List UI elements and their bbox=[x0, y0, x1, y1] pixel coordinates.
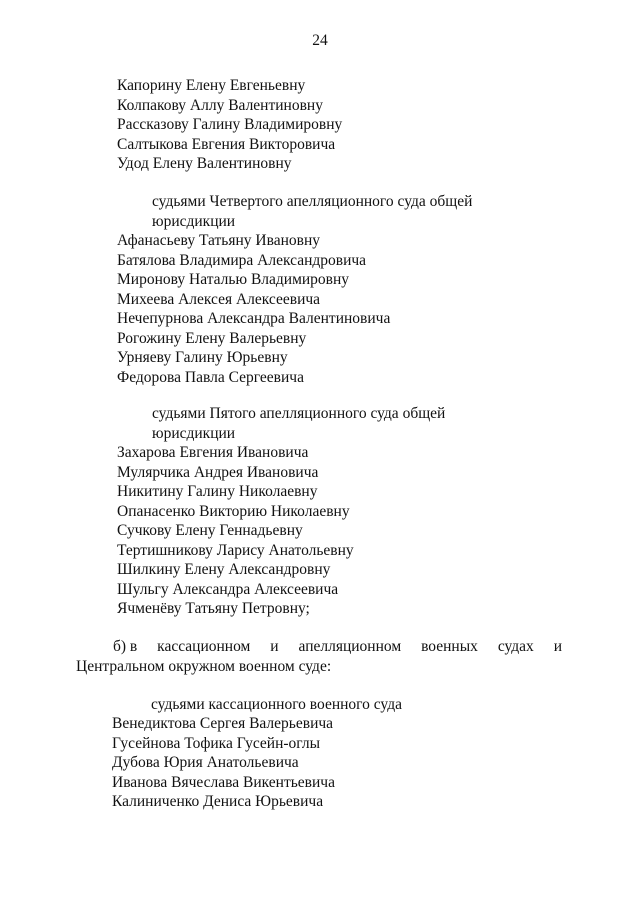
judge-name: Венедиктова Сергея Валерьевича bbox=[112, 715, 334, 732]
names-list-court-5 bbox=[117, 443, 354, 619]
judge-name: Миронову Наталью Владимировну bbox=[117, 271, 350, 288]
judge-name: Нечепурнова Александра Валентиновича bbox=[117, 310, 391, 327]
judge-name: Никитину Галину Николаевну bbox=[117, 483, 318, 500]
section-b-word: и bbox=[270, 638, 279, 655]
judge-name: Шульгу Александра Алексеевича bbox=[117, 580, 339, 598]
section-b-word: судах bbox=[497, 638, 534, 655]
military-cassation-heading bbox=[151, 695, 402, 715]
section-b-word: апелляционном bbox=[298, 638, 402, 655]
judge-name: Урняеву Галину Юрьевну bbox=[117, 349, 288, 366]
judge-name: Ячменёву Татьяну Петровну; bbox=[117, 600, 310, 617]
judge-name: Федорова Павла Сергеевича bbox=[117, 368, 304, 386]
judge-name: Дубова Юрия Анатольевича bbox=[112, 754, 299, 771]
judge-name: Удод Елену Валентиновну bbox=[117, 155, 292, 172]
judge-name: Афанасьеву Татьяну Ивановну bbox=[117, 232, 320, 249]
judge-name: Шилкину Елену Александровну bbox=[117, 561, 331, 578]
judge-name: Иванова Вячеслава Викентьевича bbox=[112, 773, 335, 791]
judge-name: Захарова Евгения Ивановича bbox=[117, 444, 309, 461]
court-4-heading bbox=[152, 192, 472, 231]
section-b-line-2: Центральном окружном военном суде: bbox=[76, 657, 332, 675]
page-number: 24 bbox=[312, 32, 328, 49]
court-heading-line: юрисдикции bbox=[152, 212, 236, 230]
names-list-court-4 bbox=[117, 231, 390, 387]
judge-name: Рассказову Галину Владимировну bbox=[117, 116, 343, 133]
judge-name: Михеева Алексея Алексеевича bbox=[117, 290, 321, 308]
court-heading-line: судьями Четвертого апелляционного суда общей bbox=[152, 193, 473, 210]
judge-name: Батялова Владимира Александровича bbox=[117, 251, 367, 269]
section-b-word: военных bbox=[421, 638, 478, 655]
judge-name: Опанасенко Викторию Николаевну bbox=[117, 502, 350, 520]
court-heading-line: судьями Пятого апелляционного суда общей bbox=[152, 405, 446, 422]
judge-name: Колпакову Аллу Валентиновну bbox=[117, 96, 323, 114]
section-b-line-1 bbox=[76, 637, 562, 657]
names-list-group-a bbox=[117, 76, 342, 174]
judge-name: Тертишникову Ларису Анатольевну bbox=[117, 541, 354, 559]
judge-name: Гусейнова Тофика Гусейн-оглы bbox=[112, 734, 321, 752]
section-b-word: кассационном bbox=[157, 638, 251, 655]
judge-name: Капорину Елену Евгеньевну bbox=[117, 77, 306, 94]
names-list-military-cassation bbox=[112, 714, 335, 812]
judge-name: Салтыкова Евгения Викторовича bbox=[117, 135, 336, 153]
judge-name: Рогожину Елену Валерьевну bbox=[117, 329, 307, 347]
court-heading-line: юрисдикции bbox=[152, 424, 236, 442]
judge-name: Сучкову Елену Геннадьевну bbox=[117, 522, 303, 539]
section-b-paragraph bbox=[76, 637, 562, 676]
court-heading-line: судьями кассационного военного суда bbox=[151, 696, 402, 713]
judge-name: Мулярчика Андрея Ивановича bbox=[117, 463, 319, 481]
section-b-word: и bbox=[553, 638, 562, 655]
section-b-word: б) в bbox=[113, 638, 138, 655]
court-5-heading bbox=[152, 404, 445, 443]
judge-name: Калиниченко Дениса Юрьевича bbox=[112, 793, 324, 810]
